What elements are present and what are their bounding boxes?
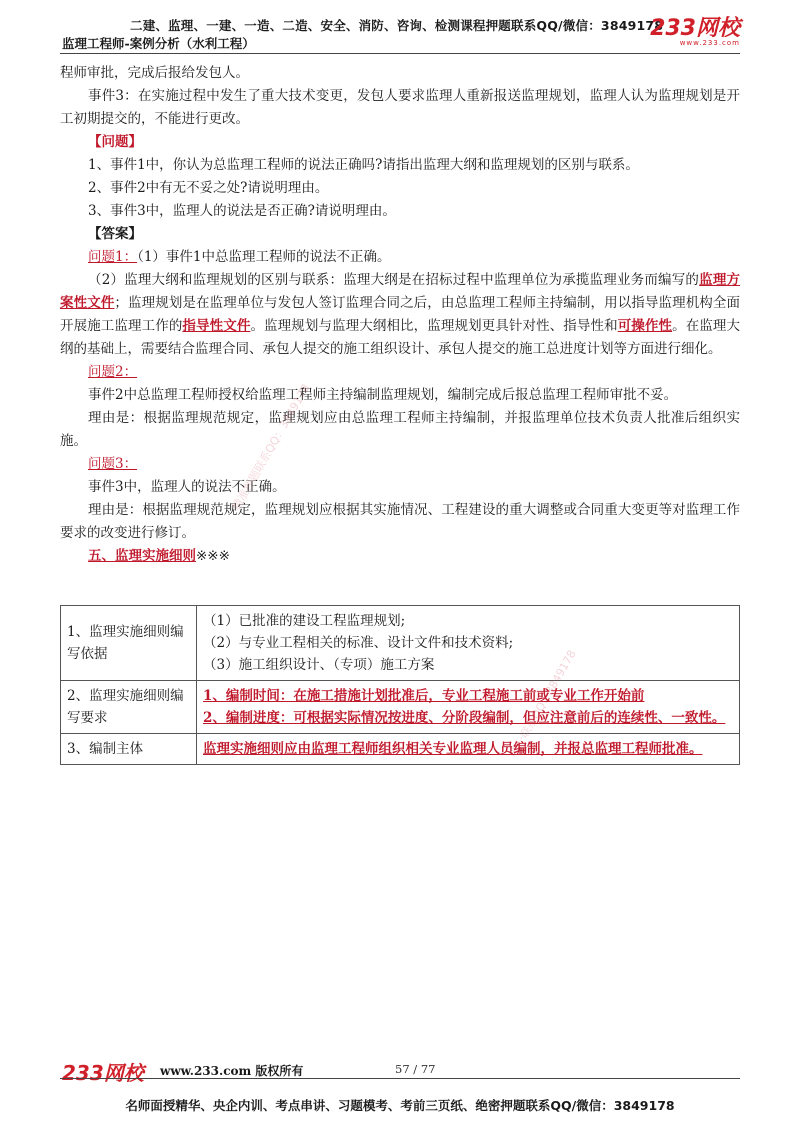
footer-logo: 233网校: [62, 1061, 144, 1085]
answer-2-reason: 理由是：根据监理规范规定，监理规划应由总监理工程师主持编制，并报监理单位技术负责人批准后组织实施。: [60, 410, 740, 449]
row-label-author: 3、编制主体: [61, 734, 197, 765]
answers-heading: 【答案】: [88, 226, 142, 242]
answer-3-label-line: [60, 453, 740, 476]
watermark-2: 唯一联系QQ：3849178: [506, 647, 579, 760]
logo-text: 233网校: [650, 16, 740, 41]
answer-1-text: （1）事件1中总监理工程师的说法不正确。: [137, 249, 391, 265]
answer-1-detail-b: ；监理规划是在监理单位与发包人签订监理合同之后，由总监理工程师主持编制，用以指导监理机构全面开展施工监理工作的: [60, 295, 741, 334]
highlight-plan-document: 监理方案性文件: [60, 272, 741, 311]
answer-2-text: 事件2中总监理工程师授权给监理工程师主持编制监理规划，编制完成后报总监理工程师审批不妥。: [88, 387, 678, 403]
question-1: 1、事件1中，你认为总监理工程师的说法正确吗?请指出监理大纲和监理规划的区别与联系。: [88, 157, 639, 173]
answer-1-label: 问题1：: [88, 249, 138, 265]
table-row: [61, 734, 740, 765]
answer-3-text: 事件3中，监理人的说法不正确。: [88, 479, 286, 495]
answer-1-detail-c: 。监理规划与监理大纲相比，监理规划更具针对性、指导性和: [250, 318, 618, 334]
row-content-author: [197, 734, 740, 765]
question-3: 3、事件3中，监理人的说法是否正确?请说明理由。: [88, 203, 396, 219]
row-label-requirements: 2、监理实施细则编写要求: [61, 681, 197, 734]
basis-line-3: （3）施工组织设计、（专项）施工方案: [203, 657, 435, 673]
footer-copyright: www.233.com 版权所有: [160, 1064, 304, 1078]
header-divider: [60, 53, 740, 54]
questions-heading: 【问题】: [88, 134, 142, 150]
footer-divider: [60, 1078, 740, 1079]
highlight-operability: 可操作性: [617, 318, 673, 334]
document-body: [60, 62, 740, 568]
basis-line-2: （2）与专业工程相关的标准、设计文件和技术资料;: [203, 635, 514, 651]
section-title-line: [60, 545, 740, 568]
brand-logo: [650, 18, 740, 47]
answer-3-label: 问题3：: [88, 456, 138, 472]
page-number: 57 / 77: [395, 1062, 436, 1076]
footer-contact-line: 名师面授精华、央企内训、考点串讲、习题模考、考前三页纸、绝密押题联系QQ/微信：3849178: [125, 1098, 675, 1113]
row-content-basis: [197, 606, 740, 681]
answer-1-detail: [60, 269, 740, 361]
logo-subtext: www.233.com: [679, 39, 740, 47]
paragraph-continued: 程师审批，完成后报给发包人。: [60, 65, 249, 81]
table-row: [61, 606, 740, 681]
section-stars: ※※※: [196, 548, 230, 564]
document-subtitle: 监理工程师-案例分析（水利工程）: [62, 36, 255, 51]
answer-1-detail-d: 。在监理大纲的基础上，需要结合监理合同、承包人提交的施工组织设计、承包人提交的施工总进度计划等方面进行细化。: [60, 318, 741, 357]
implementation-rules-table: [60, 605, 740, 765]
answer-3-reason: 理由是：根据监理规范规定，监理规划应根据其实施情况、工程建设的重大调整或合同重大变更等对监理工作要求的改变进行修订。: [60, 502, 740, 541]
author-line: 监理实施细则应由监理工程师组织相关专业监理人员编制，并报总监理工程师批准。: [203, 741, 703, 757]
question-2: 2、事件2中有无不妥之处?请说明理由。: [88, 180, 329, 196]
header-contact-line: 二建、监理、一建、一造、二造、安全、消防、咨询、检测课程押题联系QQ/微信：3849178: [130, 18, 664, 33]
paragraph-event-3: 事件3：在实施过程中发生了重大技术变更，发包人要求监理人重新报送监理规划，监理人认为监理规划是开工初期提交的，不能进行更改。: [60, 88, 740, 127]
requirement-line-1: 1、编制时间：在施工措施计划批准后，专业工程施工前或专业工作开始前: [203, 688, 645, 704]
table-row: [61, 681, 740, 734]
highlight-guiding-document: 指导性文件: [182, 318, 251, 334]
answer-1-detail-a: （2）监理大纲和监理规划的区别与联系：监理大纲是在招标过程中监理单位为承揽监理业务而编写的: [88, 272, 700, 288]
answer-1-line: [60, 246, 740, 269]
section-title: 五、监理实施细则: [88, 548, 196, 564]
watermark-1: 精准押题联系QQ：3849178: [229, 381, 313, 513]
row-label-basis: 1、监理实施细则编写依据: [61, 606, 197, 681]
requirement-line-2: 2、编制进度：可根据实际情况按进度、分阶段编制，但应注意前后的连续性、一致性。: [203, 710, 726, 726]
row-content-requirements: [197, 681, 740, 734]
basis-line-1: （1）已批准的建设工程监理规划;: [203, 613, 406, 629]
answer-2-label-line: [60, 361, 740, 384]
answer-2-label: 问题2：: [88, 364, 138, 380]
